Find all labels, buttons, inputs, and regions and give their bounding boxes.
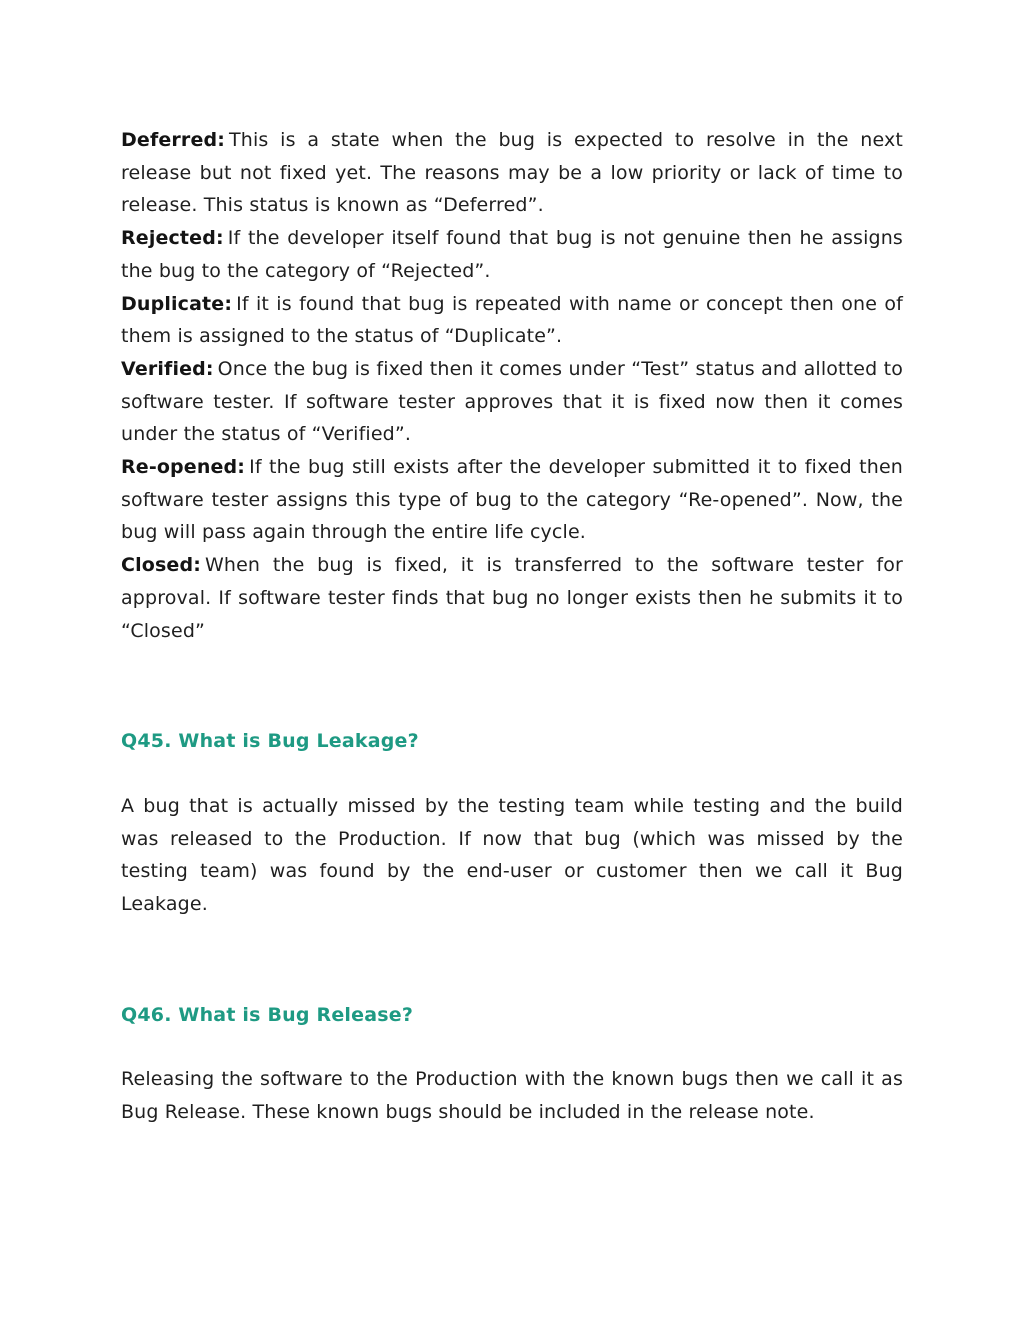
section-spacer [121,647,903,725]
status-closed [121,549,903,647]
status-deferred [121,124,903,222]
status-description: When the bug is fixed, it is transferred to the software tester for approval. If software tester finds that bug no longer exists then he submits it to “Closed” [121,554,903,642]
status-term: Verified: [121,357,214,380]
status-description: This is a state when the bug is expected to resolve in the next release but not fixed yet. The reasons may be a low priority or lack of time to release. This status is known as “Deferred”. [121,129,903,217]
q46-heading: Q46. What is Bug Release? [121,1003,414,1026]
q45-heading: Q45. What is Bug Leakage? [121,730,419,753]
status-description: If the bug still exists after the developer submitted it to fixed then software tester assigns this type of bug to the category “Re-opened”. Now, the bug will pass again through the entire life cycle. [121,456,903,544]
heading-spacer [121,1031,903,1063]
heading-spacer [121,758,903,790]
status-description: Once the bug is fixed then it comes under “Test” status and allotted to software tester. If software tester approves that it is fixed now then it comes under the status of “Verified”. [121,357,903,446]
status-term: Rejected: [121,227,224,250]
status-reopened [121,451,903,549]
status-term: Re-opened: [121,456,246,479]
status-description: If it is found that bug is repeated with name or concept then one of them is assigned to the status of “Duplicate”. [121,292,903,348]
status-term: Duplicate: [121,292,233,315]
q45-answer: A bug that is actually missed by the testing team while testing and the build was released to the Production. If now that bug (which was missed by the testing team) was found by the end-user or customer then we call it Bug Leakage. [121,794,903,916]
status-term: Closed: [121,554,201,577]
section-spacer [121,921,903,999]
status-rejected [121,222,903,287]
document-page [121,124,903,1129]
status-term: Deferred: [121,129,225,151]
q46-answer: Releasing the software to the Production with the known bugs then we call it as Bug Release. These known bugs should be included in the release note. [121,1068,903,1124]
status-verified [121,353,903,451]
status-description: If the developer itself found that bug is not genuine then he assigns the bug to the category of “Rejected”. [121,227,903,282]
status-duplicate [121,288,903,353]
